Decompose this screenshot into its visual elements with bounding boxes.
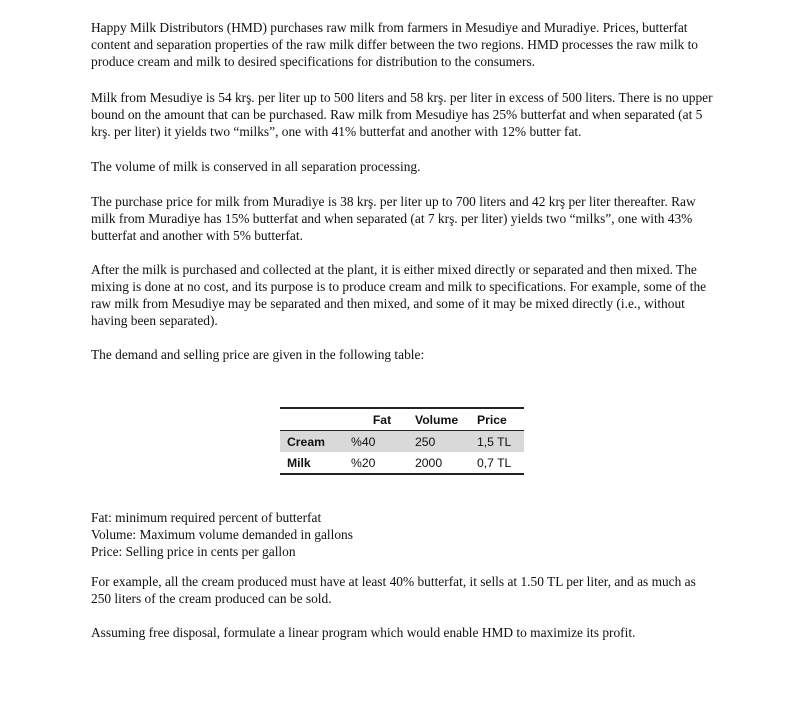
note-fat: Fat: minimum required percent of butterfat: [91, 510, 322, 525]
table-cell-product: Milk: [287, 455, 311, 470]
example-paragraph: For example, all the cream produced must have at least 40% butterfat, it sells at 1.50 TL per liter, and as much as 250 liters of the cream produced can be sold.: [91, 574, 696, 606]
mesudiye-paragraph: Milk from Mesudiye is 54 krş. per liter up to 500 liters and 58 krş. per liter in excess of 500 liters. There is no upper bound on the amount that can be purchased. Raw milk from Mesudiye has 25% butterfat and when separated (at 5 krş. per liter) it yields two “milks”, one with 41% butterfat and another with 12% butter fat.: [91, 90, 713, 139]
muradiye-paragraph: The purchase price for milk from Muradiye is 38 krş. per liter up to 700 liters and 42 krş per liter thereafter. Raw milk from Muradiye has 15% butterfat and when separated (at 7 krş. per liter) yields two “milks”, one with 43% butterfat and another with 5% butterfat.: [91, 194, 696, 243]
mixing-paragraph: After the milk is purchased and collected at the plant, it is either mixed directly or separated and then mixed. The mixing is done at no cost, and its purpose is to produce cream and milk to specifications. For example, some of the raw milk from Mesudiye may be separated and then mixed, and some of it may be mixed directly (i.e., without having been separated).: [91, 262, 707, 328]
demand-table: [280, 407, 524, 475]
table-intro-paragraph: The demand and selling price are given in the following table:: [91, 347, 425, 362]
task-paragraph: Assuming free disposal, formulate a linear program which would enable HMD to maximize its profit.: [91, 625, 636, 640]
table-header-fat: Fat: [351, 408, 413, 431]
table-header-product: [280, 408, 351, 431]
table-cell-price: 0,7 TL: [477, 455, 512, 470]
closing-text: [91, 573, 716, 641]
table-cell-product: Cream: [280, 431, 351, 453]
table-cell-fat: %40: [351, 431, 413, 453]
table-row-milk: [280, 452, 524, 474]
note-volume: Volume: Maximum volume demanded in gallons: [91, 527, 353, 542]
table-cell-volume: 250: [413, 431, 477, 453]
table-header-volume: Volume: [413, 408, 477, 431]
conservation-paragraph: The volume of milk is conserved in all separation processing.: [91, 159, 421, 174]
table-row-cream: [280, 431, 524, 453]
intro-paragraph: Happy Milk Distributors (HMD) purchases raw milk from farmers in Mesudiye and Muradiye. Prices, butterfat content and separation properties of the raw milk differ between the two regions. HMD processes the raw milk to produce cream and milk to desired specifications for distribution to the consumers.: [91, 20, 698, 69]
problem-statement: [91, 19, 716, 363]
table-header-row: [280, 408, 524, 431]
table-cell-fat: %20: [351, 455, 376, 470]
table-cell-volume: 2000: [415, 455, 443, 470]
table-header-price: Price: [477, 408, 524, 431]
table-notes: [91, 509, 716, 560]
note-price: Price: Selling price in cents per gallon: [91, 544, 296, 559]
table-cell-price: 1,5 TL: [477, 431, 524, 453]
demand-table-wrapper: [280, 407, 524, 475]
